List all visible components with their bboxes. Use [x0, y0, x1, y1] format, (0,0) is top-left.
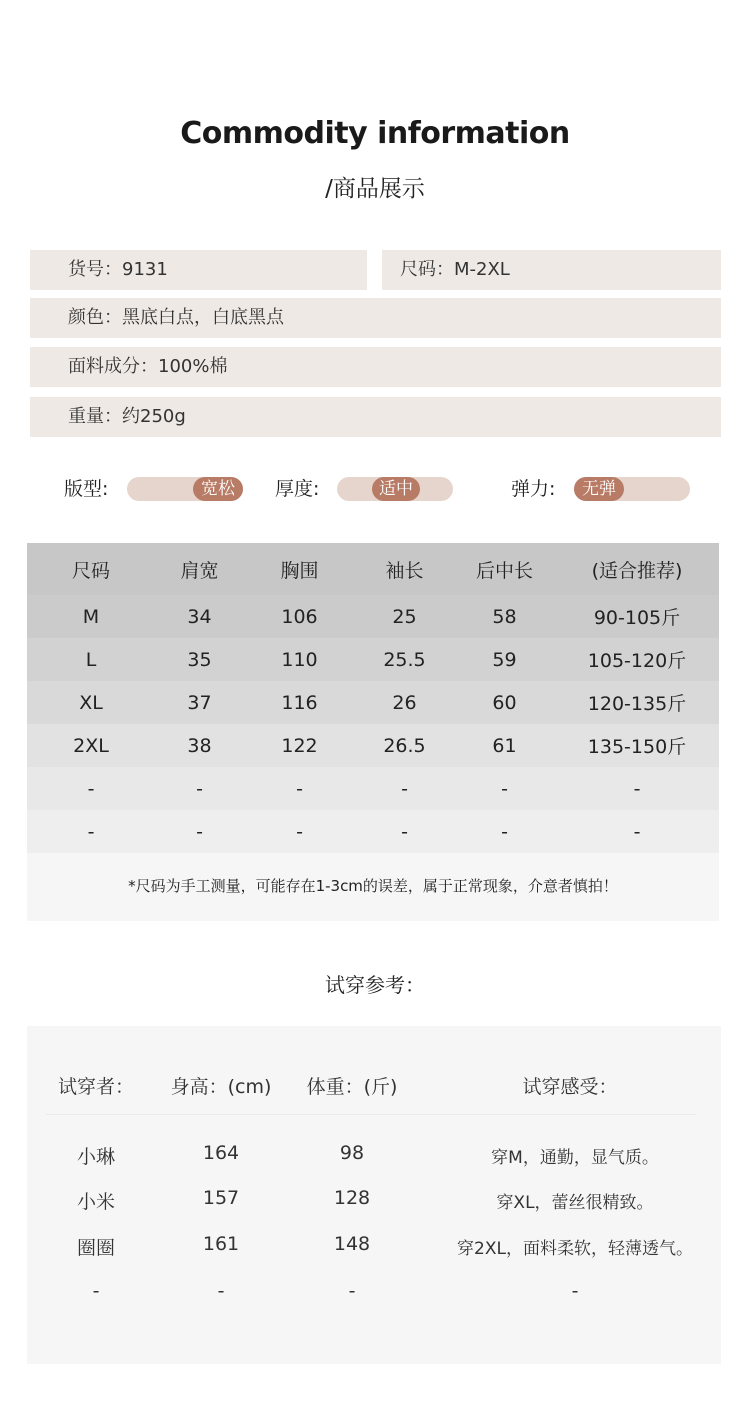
table-cell: 135-150斤 — [587, 736, 687, 758]
fabric-field: 面料成分：100%棉 — [30, 347, 721, 387]
table-cell: 25 — [392, 605, 417, 628]
table-cell: 38 — [187, 734, 212, 757]
table-cell: 25.5 — [383, 648, 426, 671]
elasticity-selected-pill: 无弹 — [574, 477, 624, 501]
table-cell: 37 — [187, 691, 212, 714]
table-cell: XL — [79, 691, 103, 714]
try-header-height: 身高：(cm) — [170, 1076, 272, 1098]
thickness-label: 厚度: — [275, 478, 320, 500]
table-cell: - — [87, 777, 95, 800]
try-cell-feedback: 穿XL，蕾丝很精致。 — [496, 1193, 654, 1213]
table-cell: - — [196, 777, 203, 800]
header-recommend: (适合推荐) — [591, 559, 683, 582]
try-cell-height: 157 — [202, 1187, 240, 1209]
table-cell: 120-135斤 — [587, 693, 687, 715]
table-cell: L — [85, 648, 97, 671]
size-range-field: 尺码：M-2XL — [382, 250, 721, 290]
table-cell: - — [633, 777, 641, 800]
table-cell: 59 — [492, 648, 517, 671]
header-back-length: 后中长 — [475, 559, 533, 582]
table-cell: 110 — [281, 648, 318, 671]
try-cell-height: 161 — [202, 1233, 240, 1255]
size-table — [27, 543, 719, 853]
table-cell: - — [87, 820, 95, 843]
table-cell: - — [296, 777, 303, 800]
header-chest: 胸围 — [280, 559, 319, 582]
header-shoulder: 肩宽 — [180, 559, 219, 582]
try-on-heading: 试穿参考： — [325, 973, 425, 997]
page-subtitle: /商品展示 — [325, 176, 425, 202]
table-cell: 122 — [281, 734, 318, 757]
item-number-field: 货号：9131 — [30, 250, 367, 290]
try-cell-tester: 圈圈 — [76, 1237, 115, 1259]
table-cell: - — [401, 777, 408, 800]
table-cell: 90-105斤 — [593, 607, 681, 629]
table-cell: 61 — [492, 734, 517, 757]
table-cell: M — [82, 605, 100, 628]
try-cell-height: - — [217, 1280, 225, 1302]
table-cell: 105-120斤 — [587, 650, 687, 672]
table-row — [27, 810, 719, 853]
size-note: *尺码为手工测量，可能存在1-3cm的误差，属于正常现象，介意者慎拍！ — [27, 853, 719, 921]
table-cell: - — [401, 820, 408, 843]
table-cell: 26 — [392, 691, 417, 714]
page-title: Commodity information — [180, 116, 570, 151]
table-cell: - — [501, 820, 508, 843]
try-header-weight: 体重：(斤) — [306, 1076, 398, 1098]
try-cell-feedback: 穿2XL，面料柔软，轻薄透气。 — [457, 1239, 693, 1259]
try-cell-tester: 小琳 — [76, 1146, 115, 1168]
table-cell: - — [501, 777, 508, 800]
table-row — [27, 681, 719, 724]
table-row — [27, 724, 719, 767]
table-cell: 106 — [281, 605, 318, 628]
try-cell-weight: 98 — [339, 1142, 365, 1164]
thickness-selected-pill: 适中 — [372, 477, 420, 501]
divider — [46, 1114, 696, 1115]
table-cell: - — [633, 820, 641, 843]
table-cell: - — [196, 820, 203, 843]
table-cell: 26.5 — [383, 734, 426, 757]
try-cell-weight: - — [348, 1280, 356, 1302]
elasticity-label: 弹力: — [511, 478, 556, 500]
try-cell-feedback: 穿M，通勤，显气质。 — [491, 1148, 659, 1168]
try-header-feedback: 试穿感受： — [522, 1076, 618, 1098]
table-cell: 35 — [187, 648, 212, 671]
table-row — [27, 638, 719, 681]
try-cell-feedback: - — [571, 1280, 579, 1302]
try-cell-weight: 128 — [333, 1187, 371, 1209]
try-cell-weight: 148 — [333, 1233, 371, 1255]
table-cell: 60 — [492, 691, 517, 714]
size-table-header-row — [27, 543, 719, 595]
try-cell-tester: - — [92, 1280, 100, 1302]
table-row — [27, 595, 719, 638]
header-size: 尺码 — [71, 559, 110, 582]
try-cell-height: 164 — [202, 1142, 240, 1164]
table-row — [27, 767, 719, 810]
table-cell: 116 — [281, 691, 318, 714]
table-cell: - — [296, 820, 303, 843]
fit-selected-pill: 宽松 — [193, 477, 243, 501]
try-cell-tester: 小米 — [76, 1191, 115, 1213]
try-header-tester: 试穿者： — [57, 1076, 134, 1098]
fit-label: 版型: — [64, 478, 109, 500]
color-field: 颜色：黑底白点，白底黑点 — [30, 298, 721, 338]
header-sleeve: 袖长 — [385, 559, 424, 582]
weight-field: 重量：约250g — [30, 397, 721, 437]
table-cell: 34 — [187, 605, 212, 628]
table-cell: 58 — [492, 605, 517, 628]
table-cell: 2XL — [73, 734, 109, 757]
